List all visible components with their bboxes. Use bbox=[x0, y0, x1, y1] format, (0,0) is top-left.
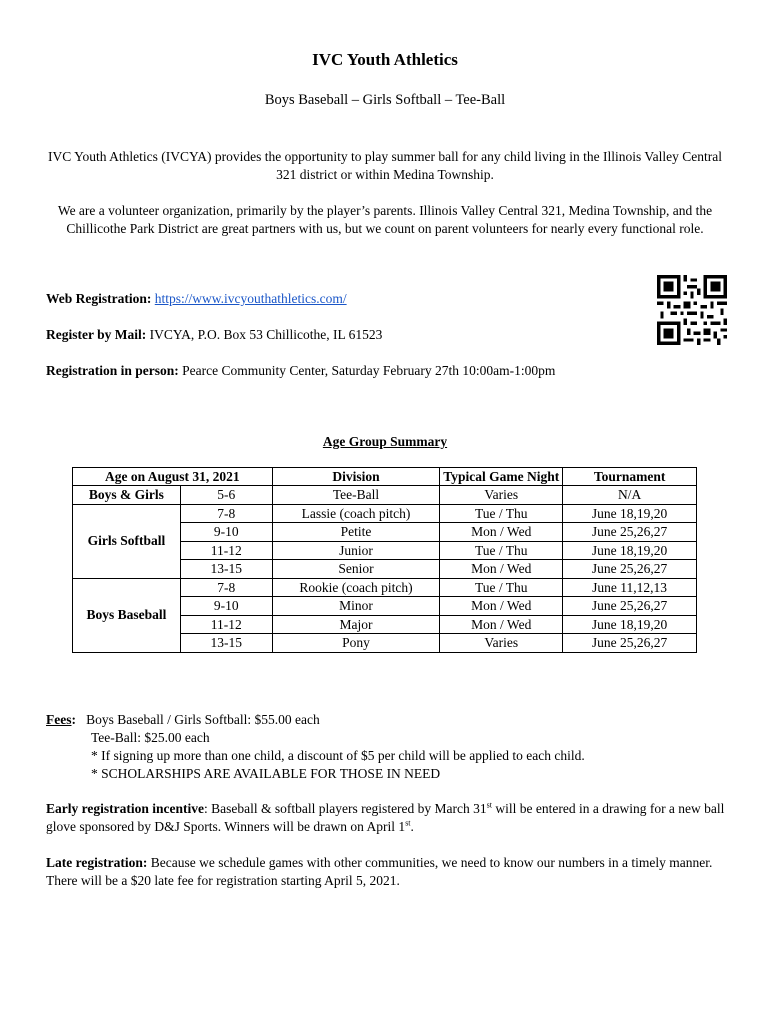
late-registration-label: Late registration: bbox=[46, 855, 148, 870]
mail-registration-address: IVCYA, P.O. Box 53 Chillicothe, IL 61523 bbox=[149, 327, 383, 342]
cell-game-night: Mon / Wed bbox=[440, 597, 563, 616]
early-registration-text-b: will be entered in a drawing for a new ball glove sponsored by D&J Sports. Winners will be drawn on April 1 bbox=[46, 801, 725, 834]
cell-division: Junior bbox=[272, 541, 440, 560]
qr-code-icon bbox=[657, 275, 727, 345]
cell-division: Petite bbox=[272, 523, 440, 542]
cell-game-night: Tue / Thu bbox=[440, 578, 563, 597]
early-registration-text-c: . bbox=[410, 819, 414, 834]
header-tournament: Tournament bbox=[563, 468, 697, 486]
cell-tournament: June 25,26,27 bbox=[563, 634, 697, 653]
in-person-registration-line bbox=[46, 363, 555, 379]
table-row bbox=[73, 578, 697, 597]
cell-age: 11-12 bbox=[180, 541, 272, 560]
fees-scholarships: * SCHOLARSHIPS ARE AVAILABLE FOR THOSE IN NEED bbox=[91, 766, 441, 781]
web-registration-link[interactable]: https://www.ivcyouthathletics.com/ bbox=[154, 291, 347, 306]
header-game-night: Typical Game Night bbox=[440, 468, 563, 486]
web-registration-line bbox=[46, 291, 347, 307]
cell-game-night: Mon / Wed bbox=[440, 615, 563, 634]
header-division: Division bbox=[272, 468, 440, 486]
early-registration-paragraph bbox=[46, 800, 726, 836]
fees-label: Fees bbox=[46, 712, 72, 727]
fees-line-1: Fees: Boys Baseball / Girls Softball: $55.00 each bbox=[46, 712, 320, 727]
fees-tee-ball: Tee-Ball: $25.00 each bbox=[91, 730, 210, 745]
cell-game-night: Tue / Thu bbox=[440, 541, 563, 560]
cell-age: 7-8 bbox=[180, 578, 272, 597]
cell-game-night: Varies bbox=[440, 486, 563, 505]
age-group-table bbox=[72, 467, 697, 653]
group-boys-baseball: Boys Baseball bbox=[73, 578, 181, 652]
mail-registration-line bbox=[46, 327, 382, 343]
late-registration-text: Because we schedule games with other communities, we need to know our numbers in a timely manner. There will be a $20 late fee for registration starting April 5, 2021. bbox=[46, 855, 713, 888]
cell-division: Rookie (coach pitch) bbox=[272, 578, 440, 597]
cell-tournament: June 18,19,20 bbox=[563, 504, 697, 523]
cell-tournament: June 25,26,27 bbox=[563, 523, 697, 542]
cell-age: 7-8 bbox=[180, 504, 272, 523]
group-girls-softball: Girls Softball bbox=[73, 504, 181, 578]
cell-tournament: June 11,12,13 bbox=[563, 578, 697, 597]
cell-tournament: June 25,26,27 bbox=[563, 560, 697, 579]
cell-tournament: June 25,26,27 bbox=[563, 597, 697, 616]
cell-division: Major bbox=[272, 615, 440, 634]
cell-game-night: Tue / Thu bbox=[440, 504, 563, 523]
cell-division: Minor bbox=[272, 597, 440, 616]
intro-paragraph-2: We are a volunteer organization, primarily by the player’s parents. Illinois Valley Central 321, Medina Township, and the Chillicothe Park District are great partners with us, but we count on parent volunteers for nearly every functional role. bbox=[57, 203, 713, 236]
table-row bbox=[73, 486, 697, 505]
table-row bbox=[73, 504, 697, 523]
cell-game-night: Varies bbox=[440, 634, 563, 653]
cell-age: 9-10 bbox=[180, 523, 272, 542]
cell-tournament: June 18,19,20 bbox=[563, 541, 697, 560]
cell-age: 9-10 bbox=[180, 597, 272, 616]
early-registration-sup-b: st bbox=[405, 818, 411, 828]
web-registration-label: Web Registration: bbox=[46, 291, 152, 306]
cell-tournament: June 18,19,20 bbox=[563, 615, 697, 634]
mail-registration-label: Register by Mail: bbox=[46, 327, 147, 342]
early-registration-sup-a: st bbox=[486, 800, 492, 810]
fees-multi-child-discount: * If signing up more than one child, a discount of $5 per child will be applied to each child. bbox=[91, 748, 585, 763]
cell-age: 13-15 bbox=[180, 560, 272, 579]
cell-age: 5-6 bbox=[180, 486, 272, 505]
cell-age: 13-15 bbox=[180, 634, 272, 653]
page-title: IVC Youth Athletics bbox=[312, 50, 458, 69]
group-boys-girls: Boys & Girls bbox=[73, 486, 181, 505]
early-registration-label: Early registration incentive bbox=[46, 801, 204, 816]
page-subtitle: Boys Baseball – Girls Softball – Tee-Ball bbox=[264, 92, 506, 108]
intro-paragraph-1: IVC Youth Athletics (IVCYA) provides the opportunity to play summer ball for any child living in the Illinois Valley Central 321 district or within Medina Township. bbox=[48, 149, 722, 182]
fees-baseball-softball: Boys Baseball / Girls Softball: $55.00 each bbox=[86, 712, 320, 727]
cell-division: Lassie (coach pitch) bbox=[272, 504, 440, 523]
cell-division: Tee-Ball bbox=[272, 486, 440, 505]
late-registration-paragraph bbox=[46, 854, 726, 890]
in-person-registration-details: Pearce Community Center, Saturday February 27th 10:00am-1:00pm bbox=[182, 363, 556, 378]
cell-division: Pony bbox=[272, 634, 440, 653]
early-registration-text-a: : Baseball & softball players registered by March 31 bbox=[203, 801, 487, 816]
cell-tournament: N/A bbox=[563, 486, 697, 505]
cell-division: Senior bbox=[272, 560, 440, 579]
table-header-row bbox=[73, 468, 697, 486]
header-age: Age on August 31, 2021 bbox=[73, 468, 273, 486]
in-person-registration-label: Registration in person: bbox=[46, 363, 179, 378]
fees-section bbox=[46, 711, 585, 783]
cell-game-night: Mon / Wed bbox=[440, 560, 563, 579]
cell-game-night: Mon / Wed bbox=[440, 523, 563, 542]
age-group-summary-title: Age Group Summary bbox=[322, 434, 448, 449]
cell-age: 11-12 bbox=[180, 615, 272, 634]
